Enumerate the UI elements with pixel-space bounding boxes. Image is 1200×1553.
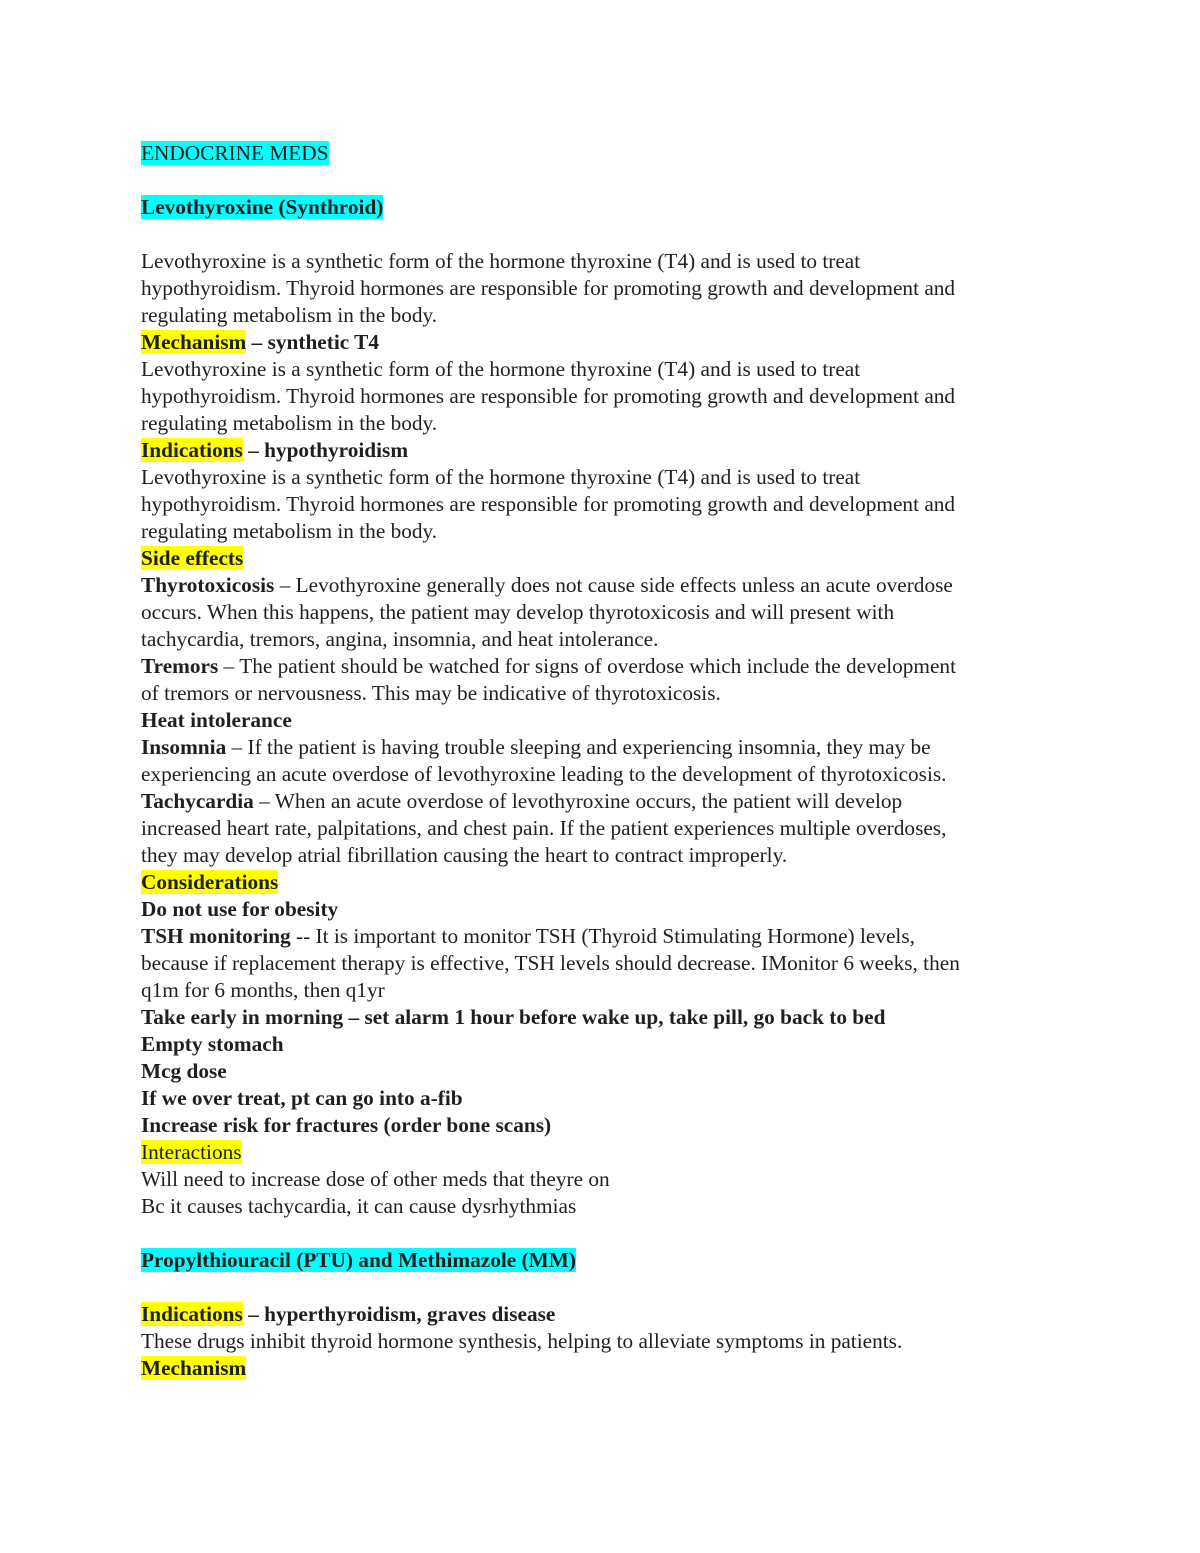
side-effect-term: Thyrotoxicosis: [141, 573, 275, 597]
levo-intro-line: hypothyroidism. Thyroid hormones are responsible for promoting growth and development and: [141, 276, 956, 300]
levo-heading: [141, 194, 1060, 221]
side-effect-text-line: they may develop atrial fibrillation causing the heart to contract improperly.: [141, 843, 788, 867]
ptu-indications-row: [141, 1301, 1060, 1328]
ptu-heading-text: Propylthiouracil (PTU) and Methimazole (MM): [141, 1248, 576, 1272]
interactions-text-line: Bc it causes tachycardia, it can cause dysrhythmias: [141, 1194, 577, 1218]
mechanism-text-line: regulating metabolism in the body.: [141, 411, 438, 435]
ptu-indications-label: Indications: [141, 1302, 243, 1326]
side-effect-term: Tremors: [141, 654, 219, 678]
side-effect-text-line: increased heart rate, palpitations, and chest pain. If the patient experiences multiple overdoses,: [141, 816, 947, 840]
side-effect-item: [141, 653, 1060, 680]
tsh-text: -- It is important to monitor TSH (Thyroid Stimulating Hormone) levels,: [290, 924, 915, 948]
side-effect-text-line: of tremors or nervousness. This may be indicative of thyrotoxicosis.: [141, 681, 721, 705]
consideration-item: Empty stomach: [141, 1032, 284, 1056]
side-effect-text: – Levothyroxine generally does not cause side effects unless an acute overdose: [274, 573, 953, 597]
consideration-item: Increase risk for fractures (order bone scans): [141, 1113, 552, 1137]
interactions-label: Interactions: [141, 1140, 242, 1164]
levo-intro-line: regulating metabolism in the body.: [141, 303, 438, 327]
mechanism-text-line: Levothyroxine is a synthetic form of the hormone thyroxine (T4) and is used to treat: [141, 357, 861, 381]
side-effect-text-line: experiencing an acute overdose of levothyroxine leading to the development of thyrotoxicosis.: [141, 762, 947, 786]
ptu-mechanism-label: Mechanism: [141, 1356, 247, 1380]
ptu-indications-text: These drugs inhibit thyroid hormone synthesis, helping to alleviate symptoms in patients.: [141, 1329, 903, 1353]
considerations-label: Considerations: [141, 870, 279, 894]
levo-indications-row: [141, 437, 1060, 464]
indications-text-line: hypothyroidism. Thyroid hormones are responsible for promoting growth and development and: [141, 492, 956, 516]
side-effect-text: – If the patient is having trouble sleeping and experiencing insomnia, they may be: [226, 735, 931, 759]
consideration-item: Do not use for obesity: [141, 897, 339, 921]
side-effect-term: Tachycardia: [141, 789, 254, 813]
interactions-text-line: Will need to increase dose of other meds that theyre on: [141, 1167, 610, 1191]
document-title: [141, 140, 1060, 167]
mechanism-label: Mechanism: [141, 330, 247, 354]
considerations-row: [141, 869, 1060, 896]
ptu-heading: [141, 1247, 1060, 1274]
interactions-row: [141, 1139, 1060, 1166]
levo-mechanism-row: [141, 329, 1060, 356]
mechanism-value: – synthetic T4: [246, 330, 380, 354]
side-effect-item: [141, 788, 1060, 815]
side-effects-row: [141, 545, 1060, 572]
side-effect-item: Heat intolerance: [141, 708, 292, 732]
indications-text-line: regulating metabolism in the body.: [141, 519, 438, 543]
ptu-indications-value: – hyperthyroidism, graves disease: [242, 1302, 556, 1326]
side-effect-text: – When an acute overdose of levothyroxine occurs, the patient will develop: [253, 789, 903, 813]
consideration-item: Mcg dose: [141, 1059, 227, 1083]
side-effects-label: Side effects: [141, 546, 244, 570]
side-effect-text-line: occurs. When this happens, the patient may develop thyrotoxicosis and will present with: [141, 600, 895, 624]
indications-text-line: Levothyroxine is a synthetic form of the hormone thyroxine (T4) and is used to treat: [141, 465, 861, 489]
side-effect-item: [141, 734, 1060, 761]
side-effect-item: [141, 572, 1060, 599]
ptu-mechanism-row: [141, 1355, 1060, 1382]
indications-value: – hypothyroidism: [242, 438, 409, 462]
mechanism-text-line: hypothyroidism. Thyroid hormones are responsible for promoting growth and development and: [141, 384, 956, 408]
title-text: ENDOCRINE MEDS: [141, 141, 329, 165]
levo-intro-line: Levothyroxine is a synthetic form of the hormone thyroxine (T4) and is used to treat: [141, 249, 861, 273]
side-effect-text: – The patient should be watched for signs of overdose which include the development: [218, 654, 956, 678]
consideration-item: [141, 923, 1060, 950]
consideration-item: Take early in morning – set alarm 1 hour before wake up, take pill, go back to bed: [141, 1005, 886, 1029]
indications-label: Indications: [141, 438, 243, 462]
tsh-text-line: q1m for 6 months, then q1yr: [141, 978, 385, 1002]
tsh-term: TSH monitoring: [141, 924, 291, 948]
levo-heading-text: Levothyroxine (Synthroid): [141, 195, 384, 219]
tsh-text-line: because if replacement therapy is effective, TSH levels should decrease. IMonitor 6 weeks, then: [141, 951, 960, 975]
consideration-item: If we over treat, pt can go into a-fib: [141, 1086, 463, 1110]
side-effect-term: Insomnia: [141, 735, 227, 759]
side-effect-text-line: tachycardia, tremors, angina, insomnia, and heat intolerance.: [141, 627, 659, 651]
